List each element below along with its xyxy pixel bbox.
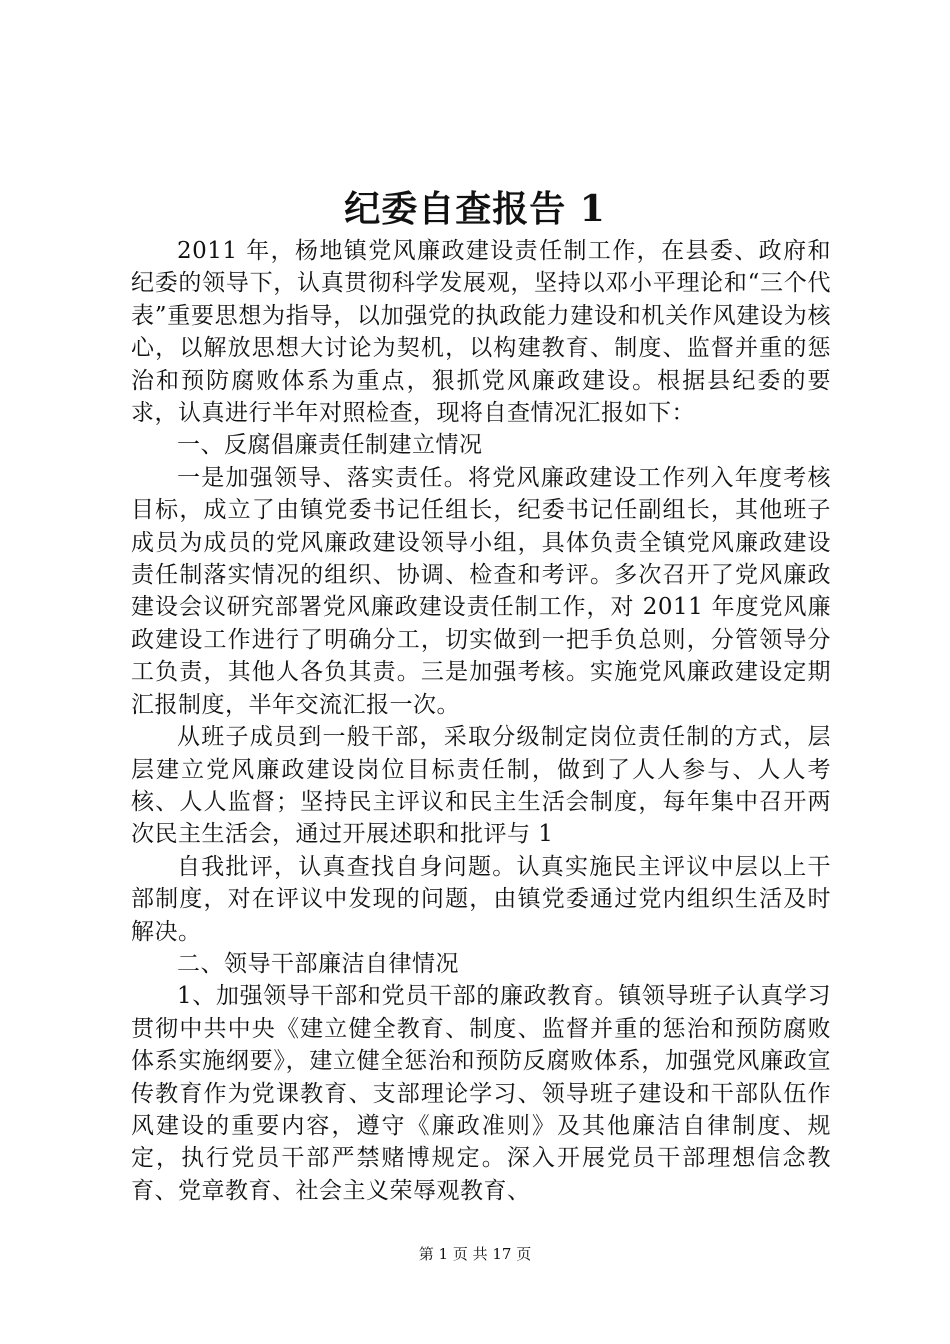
paragraph-education: 1、加强领导干部和党员干部的廉政教育。镇领导班子认真学习贯彻中共中央《建立健全教育、制度、监督并重的惩治和预防腐败体系实施纲要》，建立健全惩治和预防反腐败体系，加强党风廉政宣传教育作为党课教育、支部理论学习、领导班子建设和干部队伍作风建设的重要内容，遵守《廉政准则》及其他廉洁自律制度、规定，执行党员干部严禁赌博规定。深入开展党员干部理想信念教育、党章教育、社会主义荣辱观教育、 — [131, 983, 831, 1204]
section-heading-2: 二、领导干部廉洁自律情况 — [177, 950, 459, 977]
page-footer: 第 1 页 共 17 页 — [418, 1245, 532, 1263]
document-body — [131, 235, 831, 1207]
paragraph-responsibility: 从班子成员到一般干部，采取分级制定岗位责任制的方式，层层建立党风廉政建设岗位目标责任制，做到了人人参与、人人考核、人人监督；坚持民主评议和民主生活会制度，每年集中召开两次民主生活会，通过开展述职和批评与 1 — [131, 724, 831, 848]
section-heading-1: 一、反腐倡廉责任制建立情况 — [177, 432, 483, 459]
paragraph-intro: 2011 年，杨地镇党风廉政建设责任制工作，在县委、政府和纪委的领导下，认真贯彻科学发展观，坚持以邓小平理论和“三个代表”重要思想为指导，以加强党的执政能力建设和机关作风建设为核心，以解放思想大讨论为契机，以构建教育、制度、监督并重的惩治和预防腐败体系为重点，狠抓党风廉政建设。根据县纪委的要求，认真进行半年对照检查，现将自查情况汇报如下： — [131, 238, 831, 427]
paragraph-self-criticism: 自我批评，认真查找自身问题。认真实施民主评议中层以上干部制度，对在评议中发现的问题，由镇党委通过党内组织生活及时解决。 — [131, 853, 831, 945]
document-title: 纪委自查报告 1 — [344, 188, 606, 230]
paragraph-leadership: 一是加强领导、落实责任。将党风廉政建设工作列入年度考核目标，成立了由镇党委书记任组长，纪委书记任副组长，其他班子成员为成员的党风廉政建设领导小组，具体负责全镇党风廉政建设责任制落实情况的组织、协调、检查和考评。多次召开了党风廉政建设会议研究部署党风廉政建设责任制工作，对 2011 年度党风廉政建设工作进行了明确分工，切实做到一把手负总则，分管领导分工负责，其他人各负其责。三是加强考核。实施党风廉政建设定期汇报制度，半年交流汇报一次。 — [131, 464, 831, 718]
